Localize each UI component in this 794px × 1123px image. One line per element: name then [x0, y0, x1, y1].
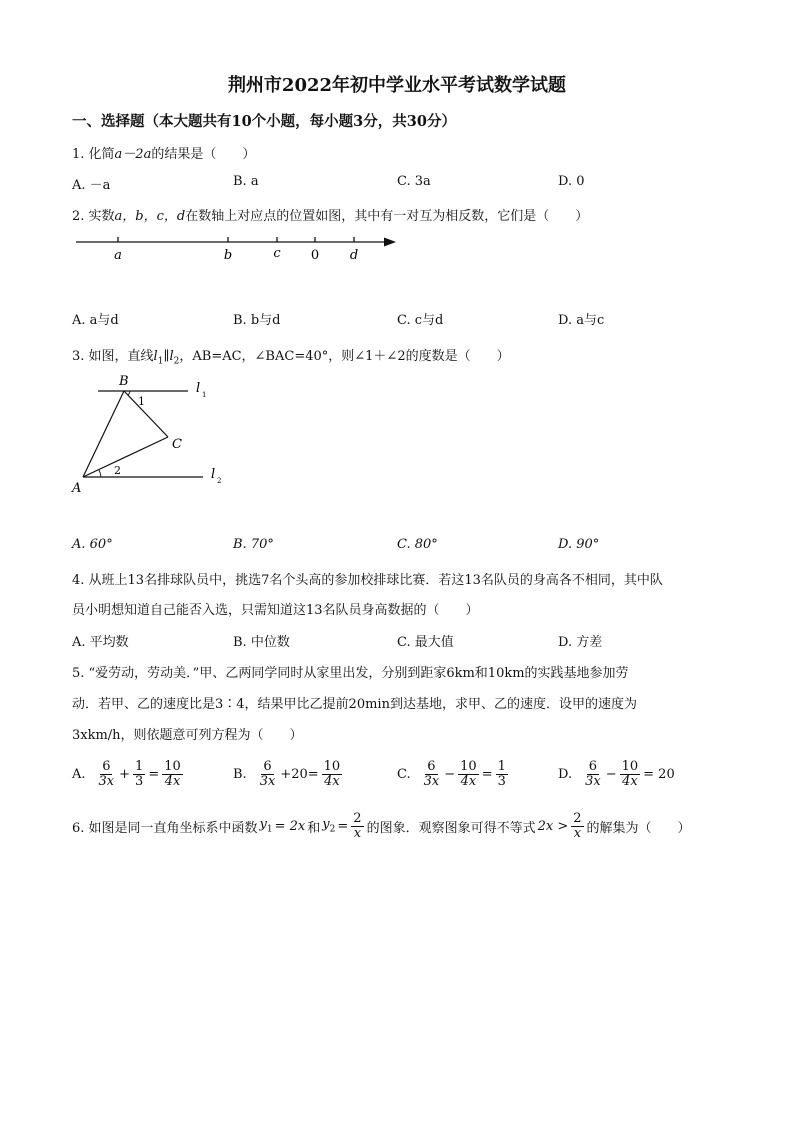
- q4-option-c: C. 最大值: [397, 635, 454, 650]
- q2-option-a: A. a与d: [72, 313, 119, 328]
- angle-2-label: 2: [114, 464, 121, 477]
- angle-1-label: 1: [138, 395, 145, 408]
- point-a-label: A: [72, 481, 82, 496]
- axis-label-b: b: [223, 248, 233, 263]
- question-6: 6. 如图是同一直角坐标系中函数 $y_1$ = 2x 和 $y_2$ = $\frac{2}{x}$ 的图象．观察图象可得不等式 2x > $\frac{2}{x}$ 的解集为（ ）: [72, 811, 691, 841]
- question-4-line-1: 4. 从班上13名排球队员中，挑选7名个头高的参加校排球比赛．若这13名队员的身高各不相同，其中队: [72, 573, 663, 588]
- q4-option-a: A. 平均数: [72, 635, 129, 650]
- q2-option-d: D. a与c: [558, 313, 605, 328]
- q2-option-b: B. b与d: [233, 313, 281, 328]
- axis-label-a: a: [114, 248, 122, 263]
- q4-option-d: D. 方差: [558, 635, 603, 650]
- line-l1-label: l: [196, 381, 201, 396]
- line-l2-label: l: [211, 467, 216, 482]
- axis-label-d: d: [349, 248, 359, 263]
- question-3: 3. 如图，直线$l_1\parallel l_2$，AB=AC，∠BAC=40°，则∠1＋∠2的度数是（ ）: [72, 349, 510, 367]
- q1-option-c: C. 3a: [397, 174, 431, 189]
- q3-option-d: D. 90°: [558, 537, 600, 552]
- q4-option-b: B. 中位数: [233, 635, 290, 650]
- q2-option-c: C. c与d: [397, 313, 444, 328]
- question-5-line-3: 3xkm/h，则依题意可列方程为（ ）: [72, 728, 303, 743]
- svg-text:1: 1: [202, 391, 207, 399]
- section-heading: 一、选择题（本大题共有10个小题，每小题3分，共30分）: [72, 113, 456, 130]
- q3-option-a: A. 60°: [72, 537, 113, 552]
- question-4-line-2: 员小明想知道自己能否入选，只需知道这13名队员身高数据的（ ）: [72, 603, 479, 618]
- point-b-label: B: [119, 374, 129, 389]
- q1-option-d: D. 0: [558, 174, 585, 189]
- q5-option-a: A. $\frac{6}{3x}$ + $\frac{1}{3}$ = $\frac{10}{4x}$: [72, 759, 181, 789]
- question-5-line-1: 5. “爱劳动，劳动美．”甲、乙两同学同时从家里出发，分别到距家6km和10km的实践基地参加劳: [72, 666, 629, 681]
- number-line-figure: [70, 232, 410, 267]
- q1-option-b: B. a: [233, 174, 259, 189]
- question-1: 1. 化简a－2a的结果是（ ）: [72, 147, 256, 162]
- paper-title: 荆州市2022年初中学业水平考试数学试题: [227, 75, 567, 96]
- q1-option-a: A. －a: [72, 178, 111, 193]
- q3-option-c: C. 80°: [397, 537, 438, 552]
- q5-option-d: D. $\frac{6}{3x}$ − $\frac{10}{4x}$ = 20: [558, 759, 675, 789]
- question-5-line-2: 动．若甲、乙的速度比是3∶4，结果甲比乙提前20min到达基地，求甲、乙的速度．设甲的速度为: [72, 697, 637, 712]
- q3-option-b: B. 70°: [233, 537, 274, 552]
- point-c-label: C: [172, 437, 182, 452]
- triangle-figure: [68, 370, 238, 500]
- axis-label-c: c: [273, 246, 281, 261]
- question-2: 2. 实数a，b，c，d在数轴上对应点的位置如图，其中有一对互为相反数，它们是（ ）: [72, 209, 589, 224]
- q5-option-b: B. $\frac{6}{3x}$ +20= $\frac{10}{4x}$: [233, 759, 341, 789]
- q5-option-c: C. $\frac{6}{3x}$ − $\frac{10}{4x}$ = $\frac{1}{3}$: [397, 759, 506, 789]
- q1-expression: a－2a: [114, 147, 152, 162]
- axis-label-zero: 0: [310, 248, 320, 263]
- svg-text:2: 2: [217, 477, 222, 485]
